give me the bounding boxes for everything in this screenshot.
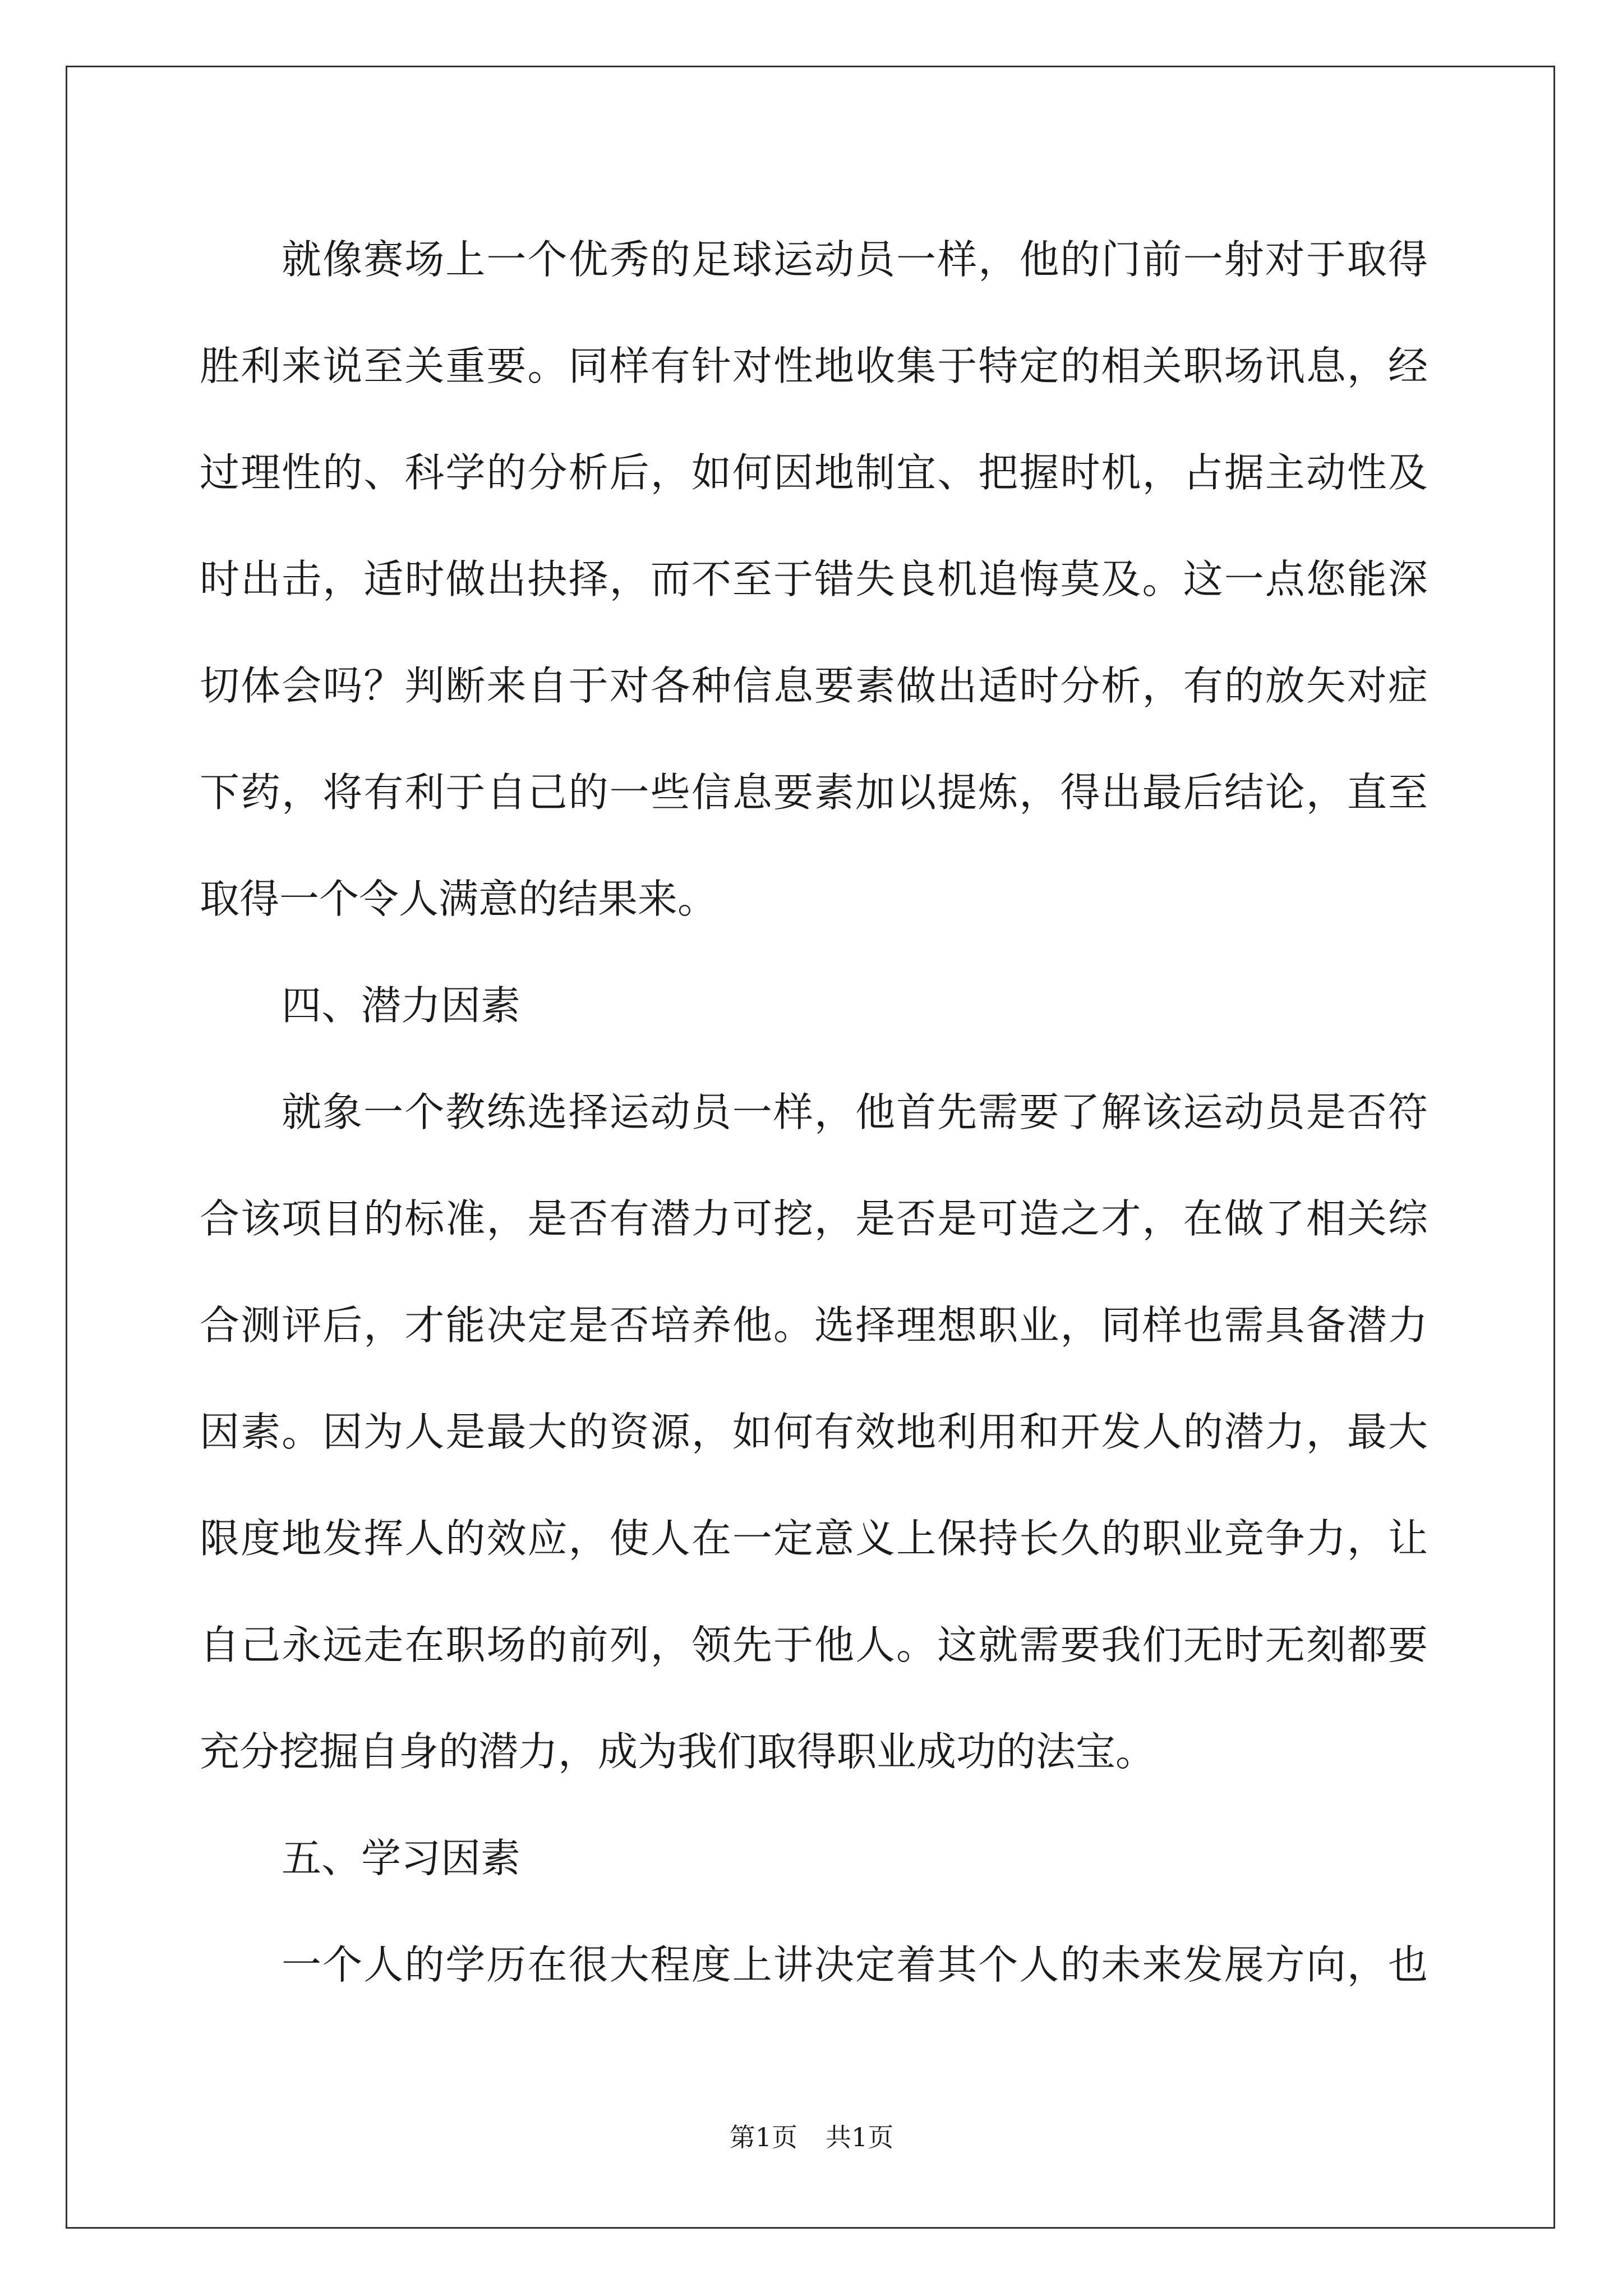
page-number: 第1页	[729, 2122, 797, 2152]
text-line: 一个人的学历在很大程度上讲决定着其个人的未来发展方向，也	[282, 1941, 1428, 1988]
text-line: 合测评后，才能决定是否培养他。选择理想职业，同样也需具备潜力	[200, 1302, 1428, 1349]
text-line: 下药，将有利于自己的一些信息要素加以提炼，得出最后结论，直至	[200, 769, 1428, 816]
section-heading: 五、学习因素	[282, 1835, 521, 1881]
text-line: 过理性的、科学的分析后，如何因地制宜、把握时机，占据主动性及	[200, 449, 1428, 496]
text-line: 就象一个教练选择运动员一样，他首先需要了解该运动员是否符	[282, 1089, 1428, 1135]
text-line: 合该项目的标准，是否有潜力可挖，是否是可造之才，在做了相关综	[200, 1195, 1428, 1242]
text-line: 自己永远走在职场的前列，领先于他人。这就需要我们无时无刻都要	[200, 1622, 1428, 1668]
page-total: 共1页	[826, 2122, 894, 2152]
text-line: 限度地发挥人的效应，使人在一定意义上保持长久的职业竞争力，让	[200, 1515, 1428, 1562]
text-line: 取得一个令人满意的结果来。	[200, 876, 718, 922]
text-line: 就像赛场上一个优秀的足球运动员一样，他的门前一射对于取得	[282, 236, 1428, 283]
text-line: 时出击，适时做出抉择，而不至于错失良机追悔莫及。这一点您能深	[200, 556, 1428, 602]
text-line: 胜利来说至关重要。同样有针对性地收集于特定的相关职场讯息，经	[200, 343, 1428, 389]
text-line: 因素。因为人是最大的资源，如何有效地利用和开发人的潜力，最大	[200, 1409, 1428, 1455]
document-body	[200, 206, 1428, 2018]
section-heading: 四、潜力因素	[282, 982, 521, 1029]
page-footer	[0, 2120, 1623, 2154]
text-line: 充分挖掘自身的潜力，成为我们取得职业成功的法宝。	[200, 1728, 1156, 1775]
text-line: 切体会吗？判断来自于对各种信息要素做出适时分析，有的放矢对症	[200, 662, 1428, 709]
